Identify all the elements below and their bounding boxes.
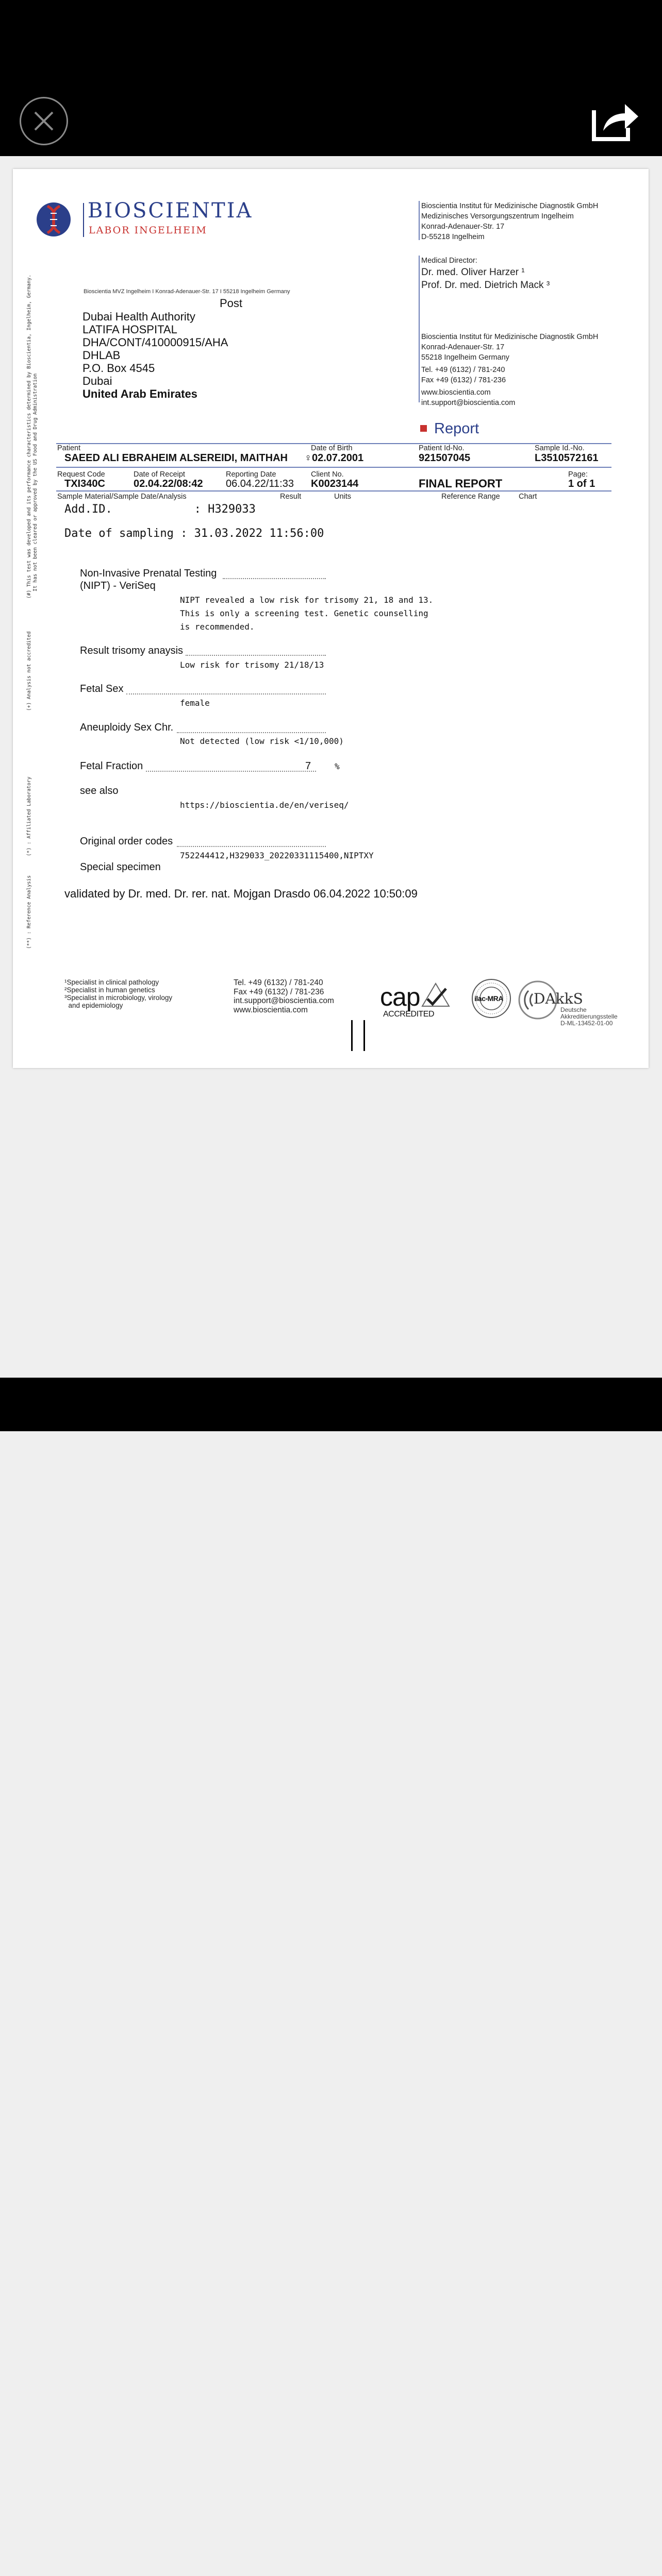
date-receipt-label: Date of Receipt — [134, 470, 185, 479]
header-rule — [419, 201, 420, 240]
bioscientia-logo-icon — [36, 202, 71, 237]
address-line: DHLAB — [82, 349, 121, 362]
side-note-fda: (#) This test was developed and its performance characteristics determined by Bioscientia, Ingelheim, Germany. — [26, 274, 32, 599]
nipt-title: Non-Invasive Prenatal Testing — [80, 568, 217, 579]
medical-director-label: Medical Director: — [421, 257, 477, 265]
aneuploidy-label: Aneuploidy Sex Chr. — [80, 722, 174, 733]
fetal-sex-value: female — [180, 698, 210, 708]
dot-leader — [223, 578, 326, 579]
fetal-sex-label: Fetal Sex — [80, 683, 124, 694]
nipt-subtitle: (NIPT) - VeriSeq — [80, 580, 156, 591]
validated-by: validated by Dr. med. Dr. rer. nat. Mojgan Drasdo 06.04.2022 10:50:09 — [64, 887, 418, 900]
date-of-birth: ♀02.07.2001 — [304, 452, 364, 464]
footer-contact-line: Fax +49 (6132) / 781-236 — [234, 987, 324, 996]
brand-subtitle: LABOR INGELHEIM — [89, 225, 207, 236]
lab-header-line: D-55218 Ingelheim — [421, 233, 485, 241]
side-note-affiliated: (*) : Affiliated Laboratory — [26, 776, 32, 856]
dakks-line: Deutsche — [560, 1006, 587, 1013]
reporting-date-label: Reporting Date — [226, 470, 276, 479]
patient-name: SAEED ALI EBRAHEIM ALSEREIDI, MAITHAH — [64, 452, 288, 464]
dot-leader — [146, 771, 316, 772]
footer-note: ³Specialist in microbiology, virology — [64, 994, 173, 1002]
column-reference-range: Reference Range — [441, 493, 500, 501]
order-codes-label: Original order codes — [80, 836, 173, 847]
cap-accredited: ACCREDITED — [383, 1010, 435, 1019]
trisomy-label: Result trisomy anaysis — [80, 645, 184, 656]
footer-contact-line: Tel. +49 (6132) / 781-240 — [234, 978, 323, 987]
cap-logo: cap — [380, 982, 420, 1011]
report-title — [420, 420, 479, 437]
page-number: 1 of 1 — [568, 478, 595, 489]
footer-note: ²Specialist in human genetics — [64, 986, 155, 994]
contact-line: int.support@bioscientia.com — [421, 399, 516, 407]
close-icon — [21, 98, 67, 144]
trisomy-value: Low risk for trisomy 21/18/13 — [180, 660, 324, 670]
client-no: K0023144 — [311, 478, 359, 489]
contact-line: Konrad-Adenauer-Str. 17 — [421, 343, 505, 351]
contact-line: Fax +49 (6132) / 781-236 — [421, 376, 506, 384]
nipt-result-text: NIPT revealed a low risk for trisomy 21, 18 and 13. This is only a screening test. Genetic counselling is recommended. — [180, 595, 434, 632]
address-country: United Arab Emirates — [82, 387, 197, 400]
request-code-label: Request Code — [57, 470, 105, 479]
dot-leader — [177, 732, 326, 733]
address-line: Dubai — [82, 375, 112, 387]
report-title-text: Report — [434, 420, 479, 437]
brand-name: BIOSCIENTIA — [88, 199, 253, 223]
report-marker-icon — [420, 425, 427, 432]
add-id: Add.ID. : H329033 — [64, 503, 256, 516]
footer-contact-line: int.support@bioscientia.com — [234, 996, 334, 1005]
lab-header-line: Bioscientia Institut für Medizinische Diagnostik GmbH — [421, 202, 599, 210]
share-button[interactable] — [592, 99, 639, 141]
aneuploidy-value: Not detected (low risk <1/10,000) — [180, 736, 344, 746]
date-of-receipt: 02.04.22/08:42 — [134, 478, 203, 489]
sample-id-label: Sample Id.-No. — [535, 444, 585, 452]
footer-contact — [234, 978, 334, 1014]
side-note-reference: (**) : Reference Analysis — [26, 875, 32, 949]
column-chart: Chart — [519, 493, 537, 501]
order-codes-value: 752244412,H329033_20220331115400,NIPTXY — [180, 851, 374, 860]
divider — [56, 490, 611, 492]
recipient-address — [82, 310, 228, 400]
report-status: FINAL REPORT — [419, 477, 503, 490]
sample-id: L3510572161 — [535, 452, 599, 464]
column-sample-material: Sample Material/Sample Date/Analysis — [57, 493, 187, 501]
lab-contact-block — [421, 332, 598, 408]
lab-header-block — [421, 201, 598, 242]
address-line: DHA/CONT/410000915/AHA — [82, 336, 228, 349]
ilac-mra-label: ilac-MRA — [474, 994, 503, 1003]
column-units: Units — [334, 493, 352, 501]
request-code: TXI340C — [64, 478, 105, 489]
lab-header-line: Medizinisches Versorgungszentrum Ingelheim — [421, 212, 574, 221]
address-line: Dubai Health Authority — [82, 310, 195, 323]
contact-line: www.bioscientia.com — [421, 388, 491, 397]
director-name: Dr. med. Oliver Harzer ¹ — [421, 267, 525, 278]
director-name: Prof. Dr. med. Dietrich Mack ³ — [421, 280, 550, 291]
post-label: Post — [220, 297, 243, 310]
dakks-label: DAkkS — [534, 990, 583, 1007]
report-page — [13, 169, 649, 1068]
reporting-date: 06.04.22/11:33 — [226, 478, 294, 489]
sender-line: Bioscientia MVZ Ingelheim I Konrad-Adenauer-Str. 17 I 55218 Ingelheim Germany — [84, 289, 290, 295]
see-also-link[interactable]: https://bioscientia.de/en/veriseq/ — [180, 800, 349, 810]
contact-line: Tel. +49 (6132) / 781-240 — [421, 366, 505, 374]
footer-contact-line: www.bioscientia.com — [234, 1005, 308, 1014]
side-note-not-accredited: (+) Analysis not accredited — [26, 631, 32, 711]
special-specimen: Special specimen — [80, 861, 161, 873]
medical-director-block — [421, 256, 550, 292]
date-of-sampling: Date of sampling : 31.03.2022 11:56:00 — [64, 527, 324, 540]
page-mark — [363, 1020, 365, 1051]
fetal-fraction-unit: % — [335, 761, 340, 771]
dakks-code: D-ML-13452-01-00 — [560, 1020, 613, 1027]
footer-note: ¹Specialist in clinical pathology — [64, 978, 159, 986]
contact-rule — [419, 256, 420, 402]
address-line: LATIFA HOSPITAL — [82, 323, 177, 336]
viewer-top-bar — [0, 0, 662, 156]
client-no-label: Client No. — [311, 470, 344, 479]
dot-leader — [186, 655, 326, 656]
patient-id: 921507045 — [419, 452, 471, 464]
dakks-line: Akkreditierungsstelle — [560, 1013, 618, 1020]
contact-line: 55218 Ingelheim Germany — [421, 353, 509, 362]
viewer-bottom-bar — [0, 1378, 662, 1431]
dot-leader — [126, 693, 326, 694]
dakks-text — [560, 1007, 618, 1027]
cap-check-icon — [420, 980, 451, 1009]
column-result: Result — [280, 493, 302, 501]
divider — [56, 467, 611, 468]
close-button[interactable] — [20, 97, 68, 145]
patient-id-label: Patient Id-No. — [419, 444, 465, 452]
page-mark — [351, 1020, 353, 1051]
see-also-label: see also — [80, 785, 119, 796]
side-note-fda2: It has not been cleared or approved by the US Food and Drug Administration — [32, 373, 38, 591]
dob-label: Date of Birth — [311, 444, 353, 452]
lab-header-line: Konrad-Adenauer-Str. 17 — [421, 223, 505, 231]
footer-notes — [64, 978, 172, 1009]
contact-line: Bioscientia Institut für Medizinische Diagnostik GmbH — [421, 333, 599, 341]
dot-leader — [177, 846, 326, 847]
footer-note: and epidemiology — [64, 1002, 123, 1009]
patient-label: Patient — [57, 444, 81, 452]
address-line: P.O. Box 4545 — [82, 362, 155, 375]
fetal-fraction-label: Fetal Fraction — [80, 760, 143, 772]
page-label: Page: — [568, 470, 588, 479]
share-icon — [592, 99, 639, 141]
logo-divider — [83, 203, 84, 237]
fetal-fraction-value: 7 — [305, 760, 311, 772]
